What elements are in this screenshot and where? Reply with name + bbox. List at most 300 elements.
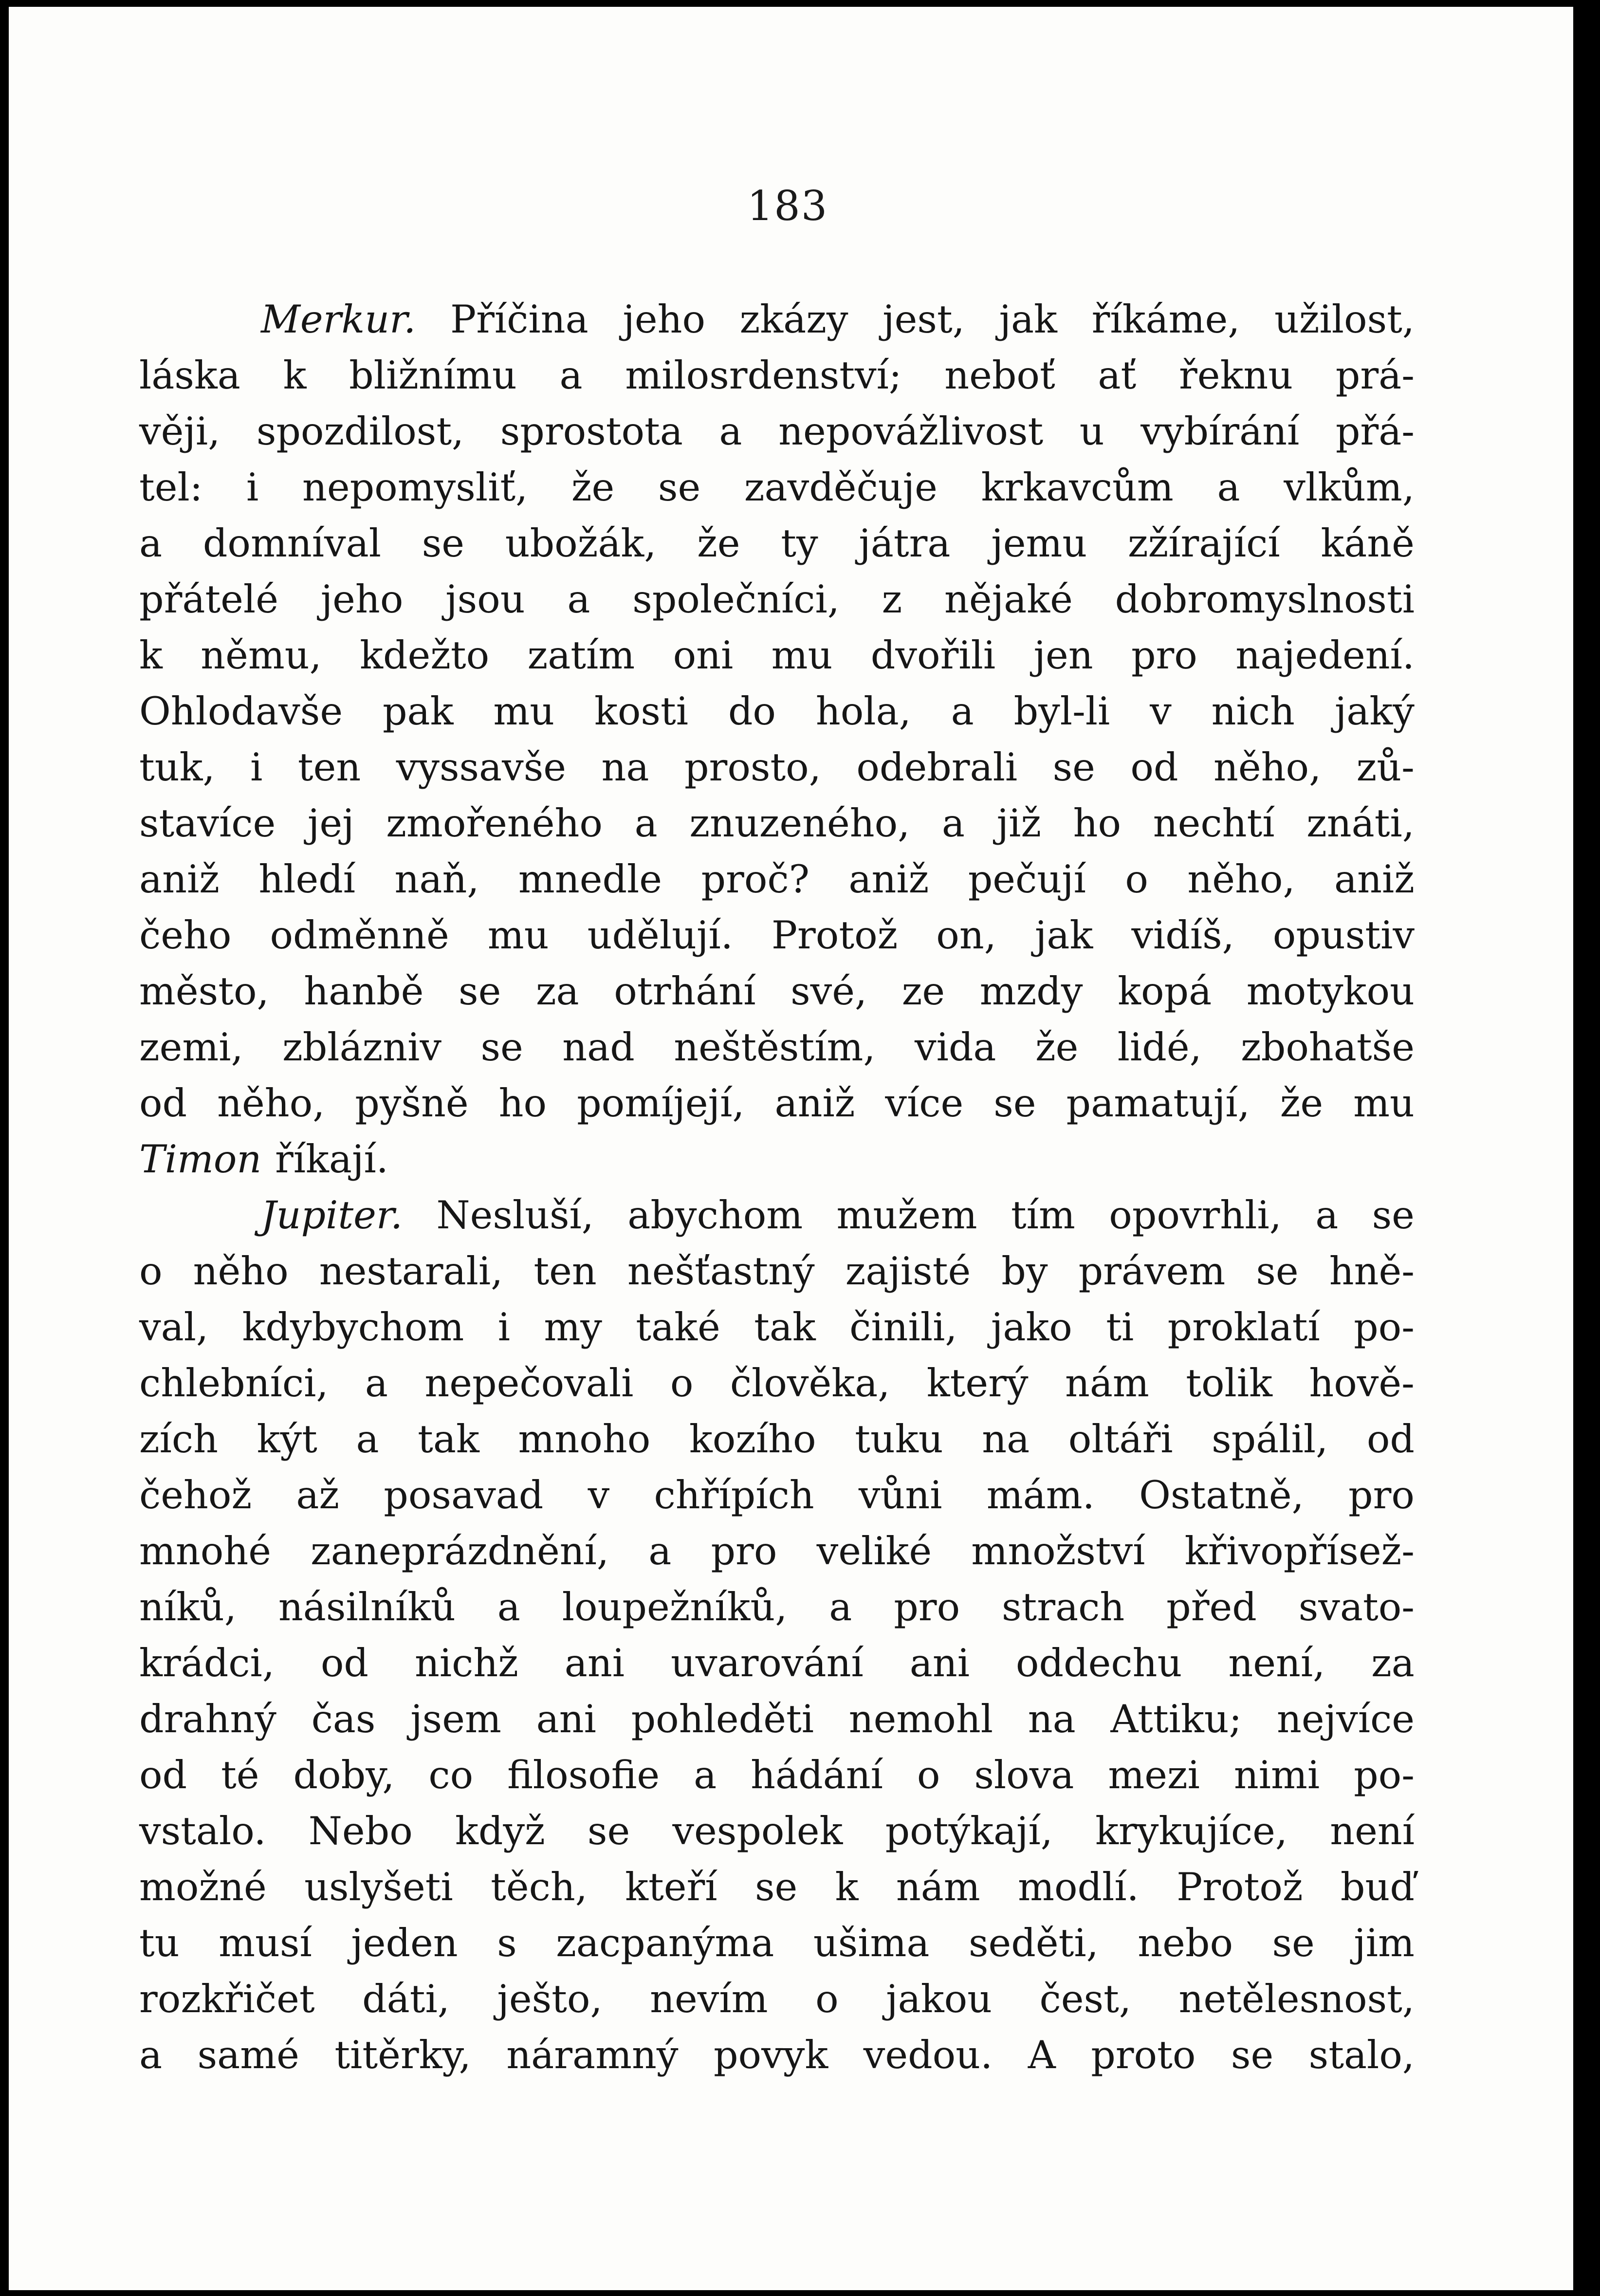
word: k bbox=[283, 353, 307, 398]
word: ten bbox=[533, 1249, 597, 1294]
word: po- bbox=[1354, 1753, 1415, 1797]
word: ušima bbox=[813, 1921, 930, 1965]
word: nebo bbox=[1138, 1921, 1233, 1965]
word: tolik bbox=[1186, 1361, 1272, 1406]
word: ať bbox=[1098, 353, 1137, 398]
word: uvarování bbox=[670, 1641, 864, 1685]
word: čest, bbox=[1039, 1977, 1131, 2021]
word: Nesluší, bbox=[436, 1193, 594, 1238]
word: od bbox=[139, 1753, 187, 1797]
text-line bbox=[139, 1859, 1415, 1915]
word: nějaké bbox=[944, 577, 1073, 622]
word: znuzeného, bbox=[689, 801, 910, 846]
word: doby, bbox=[293, 1753, 395, 1797]
word: kozího bbox=[689, 1417, 816, 1462]
word: pro bbox=[1348, 1473, 1415, 1518]
word: Ohlodavše bbox=[139, 689, 343, 734]
word: zmořeného bbox=[386, 801, 603, 846]
word: nich bbox=[1211, 689, 1295, 734]
word: nepovážlivost bbox=[778, 409, 1044, 454]
word: ho bbox=[1073, 801, 1122, 846]
word: o bbox=[670, 1361, 694, 1406]
word: pečují bbox=[968, 857, 1086, 902]
word: odebrali bbox=[856, 745, 1018, 790]
word: v bbox=[588, 1473, 610, 1518]
text-line bbox=[139, 572, 1415, 628]
word: u bbox=[1079, 409, 1104, 454]
word: se bbox=[1052, 745, 1095, 790]
word: jen bbox=[1033, 633, 1093, 678]
word: nichž bbox=[414, 1641, 518, 1685]
word: nám bbox=[1065, 1361, 1149, 1406]
word: proklatí bbox=[1167, 1305, 1320, 1350]
word: veliké bbox=[816, 1529, 932, 1574]
word: mezi bbox=[1108, 1753, 1200, 1797]
word: hledí bbox=[258, 857, 356, 902]
word: potýkají, bbox=[885, 1809, 1053, 1853]
body-text bbox=[139, 292, 1415, 2083]
word: vyssavše bbox=[396, 745, 567, 790]
word: jakou bbox=[886, 1977, 993, 2021]
word: že bbox=[571, 465, 615, 510]
word: kopá bbox=[1118, 969, 1212, 1014]
word: té bbox=[221, 1753, 259, 1797]
word: mu bbox=[487, 913, 549, 958]
word: mám. bbox=[986, 1473, 1095, 1518]
word: nejvíce bbox=[1276, 1697, 1415, 1741]
word: více bbox=[885, 1081, 964, 1126]
word: násilníků bbox=[278, 1585, 456, 1629]
word: za bbox=[1371, 1641, 1415, 1685]
word: ještо, bbox=[497, 1977, 603, 2021]
word: neboť bbox=[944, 353, 1055, 398]
text-line bbox=[139, 2027, 1415, 2083]
word: o bbox=[139, 1249, 163, 1294]
word: musí bbox=[219, 1921, 312, 1965]
word: dobromyslnosti bbox=[1115, 577, 1415, 622]
word: od bbox=[1130, 745, 1178, 790]
text-line bbox=[139, 1915, 1415, 1971]
word: dáti, bbox=[362, 1977, 450, 2021]
word: lidé, bbox=[1117, 1025, 1202, 1070]
word: val, bbox=[139, 1305, 209, 1350]
word: až bbox=[296, 1473, 340, 1518]
word: krkavcům bbox=[981, 465, 1174, 510]
speaker-name: Jupiter. bbox=[261, 1193, 403, 1238]
word: nemohl bbox=[848, 1697, 993, 1741]
word: také bbox=[636, 1305, 720, 1350]
word: se bbox=[1372, 1193, 1415, 1238]
word: znáti, bbox=[1306, 801, 1415, 846]
word: nepomysliť, bbox=[302, 465, 528, 510]
word: náramný bbox=[506, 2033, 679, 2077]
word: i bbox=[497, 1305, 510, 1350]
word: po- bbox=[1354, 1305, 1415, 1350]
word: od bbox=[1366, 1417, 1415, 1462]
word: a bbox=[139, 521, 163, 566]
text-line bbox=[139, 516, 1415, 572]
word: proč? bbox=[701, 857, 809, 902]
word: hně- bbox=[1329, 1249, 1415, 1294]
word: mu bbox=[771, 633, 833, 678]
word: tu bbox=[139, 1921, 180, 1965]
word: posavad bbox=[384, 1473, 544, 1518]
word: on, bbox=[936, 913, 996, 958]
text-line bbox=[139, 963, 1415, 1019]
text-line bbox=[139, 292, 1415, 348]
word: není, bbox=[1228, 1641, 1325, 1685]
word: drahný bbox=[139, 1697, 276, 1741]
word: proto bbox=[1091, 2033, 1196, 2077]
word: Nebo bbox=[308, 1809, 413, 1853]
word: abychom bbox=[627, 1193, 803, 1238]
word: stalo, bbox=[1308, 2033, 1415, 2077]
word: a bbox=[365, 1361, 388, 1406]
word: opovrhli, bbox=[1109, 1193, 1282, 1238]
word: a bbox=[829, 1585, 852, 1629]
word: oddechu bbox=[1015, 1641, 1182, 1685]
text-line bbox=[139, 1579, 1415, 1635]
word: s bbox=[497, 1921, 517, 1965]
word: nestarali, bbox=[319, 1249, 503, 1294]
word: odměnně bbox=[270, 913, 449, 958]
word: krádci, bbox=[139, 1641, 275, 1685]
word: nimi bbox=[1233, 1753, 1320, 1797]
word: jemu bbox=[991, 521, 1087, 566]
text-line bbox=[139, 404, 1415, 460]
text-line bbox=[139, 740, 1415, 796]
word: k bbox=[139, 633, 163, 678]
word: naň, bbox=[394, 857, 479, 902]
word: se bbox=[587, 1809, 630, 1853]
word: prosto, bbox=[684, 745, 821, 790]
word: se bbox=[754, 1865, 798, 1909]
word: otrhání bbox=[614, 969, 756, 1014]
word: níků, bbox=[139, 1585, 237, 1629]
word: hanbě bbox=[304, 969, 424, 1014]
word: Protož bbox=[1177, 1865, 1303, 1909]
word: titěrky, bbox=[334, 2033, 471, 2077]
word: jeden bbox=[351, 1921, 458, 1965]
word: chřípích bbox=[654, 1473, 814, 1518]
word: není bbox=[1330, 1809, 1415, 1853]
word: a bbox=[356, 1417, 379, 1462]
word: jak bbox=[1034, 913, 1093, 958]
word: jim bbox=[1354, 1921, 1415, 1965]
word: mu bbox=[493, 689, 555, 734]
word: v bbox=[1150, 689, 1172, 734]
word: modlí. bbox=[1018, 1865, 1139, 1909]
word: mnohé bbox=[139, 1529, 271, 1574]
word: zů- bbox=[1356, 745, 1415, 790]
word: a bbox=[497, 1585, 520, 1629]
word: pak bbox=[382, 689, 454, 734]
word: čeho bbox=[139, 913, 232, 958]
word: a bbox=[951, 689, 974, 734]
word: Příčina bbox=[450, 297, 589, 342]
word: motykou bbox=[1246, 969, 1415, 1014]
word: kosti bbox=[594, 689, 688, 734]
word: zavděčuje bbox=[744, 465, 938, 510]
word: oni bbox=[673, 633, 734, 678]
word: hádání bbox=[751, 1753, 883, 1797]
word: prá- bbox=[1335, 353, 1415, 398]
speaker-name: Merkur. bbox=[261, 297, 416, 342]
word: mnoho bbox=[518, 1417, 651, 1462]
word: něho, bbox=[217, 1081, 325, 1126]
book-page bbox=[9, 7, 1573, 2290]
word: a bbox=[648, 1529, 672, 1574]
word: ani bbox=[564, 1641, 625, 1685]
word: aniž bbox=[1334, 857, 1415, 902]
text-line bbox=[139, 1411, 1415, 1467]
text-line bbox=[139, 907, 1415, 963]
word: od bbox=[139, 1081, 187, 1126]
word: milosrdenství; bbox=[625, 353, 902, 398]
word: možné bbox=[139, 1865, 267, 1909]
word: udělují. bbox=[587, 913, 733, 958]
text-line bbox=[139, 1131, 1415, 1187]
text-line bbox=[139, 1355, 1415, 1411]
word: Attiku; bbox=[1110, 1697, 1242, 1741]
word: nešťastný bbox=[627, 1249, 815, 1294]
word: tím bbox=[1011, 1193, 1075, 1238]
word: zaneprázdnění, bbox=[311, 1529, 609, 1574]
word: tuku bbox=[855, 1417, 943, 1462]
word: A bbox=[1028, 2033, 1056, 2077]
word: kteří bbox=[625, 1865, 717, 1909]
word: a bbox=[567, 577, 590, 622]
word: co bbox=[428, 1753, 474, 1797]
word: pyšně bbox=[355, 1081, 469, 1126]
word: a bbox=[694, 1753, 717, 1797]
word: samé bbox=[197, 2033, 299, 2077]
text-line bbox=[139, 1635, 1415, 1691]
scan-border bbox=[1573, 0, 1600, 2296]
text-line bbox=[139, 1971, 1415, 2027]
word: společníci, bbox=[632, 577, 840, 622]
word: své, bbox=[791, 969, 867, 1014]
word: člověka, bbox=[730, 1361, 890, 1406]
text-line bbox=[139, 1299, 1415, 1355]
word: vlkům, bbox=[1284, 465, 1415, 510]
word: jaký bbox=[1334, 689, 1415, 734]
word: hola, bbox=[815, 689, 911, 734]
word: by bbox=[1001, 1249, 1048, 1294]
word: že bbox=[697, 521, 740, 566]
word: se bbox=[1272, 1921, 1315, 1965]
word: tak bbox=[418, 1417, 479, 1462]
word: krykujíce, bbox=[1095, 1809, 1288, 1853]
word: zemi, bbox=[139, 1025, 243, 1070]
text-line bbox=[139, 1691, 1415, 1747]
word: aniž bbox=[848, 857, 929, 902]
word: ani bbox=[909, 1641, 970, 1685]
word: zatím bbox=[527, 633, 635, 678]
word: přátelé bbox=[139, 577, 278, 622]
word: a bbox=[719, 409, 742, 454]
word: vybírání bbox=[1140, 409, 1300, 454]
word: netělesnost, bbox=[1178, 1977, 1415, 2021]
word: přá- bbox=[1335, 409, 1415, 454]
word: Protož bbox=[771, 913, 898, 958]
text-line bbox=[139, 1243, 1415, 1299]
word: říkají. bbox=[275, 1137, 388, 1182]
word: již bbox=[996, 801, 1042, 846]
word: vidíš, bbox=[1131, 913, 1234, 958]
text-line bbox=[139, 796, 1415, 852]
word: něho bbox=[193, 1249, 289, 1294]
word: na bbox=[601, 745, 649, 790]
word: mu bbox=[1353, 1081, 1415, 1126]
text-line bbox=[139, 1075, 1415, 1131]
word: čehož bbox=[139, 1473, 252, 1518]
word: Ostatně, bbox=[1139, 1473, 1304, 1518]
word: my bbox=[544, 1305, 602, 1350]
text-line bbox=[139, 1803, 1415, 1859]
word: jeho bbox=[320, 577, 404, 622]
word: ani bbox=[536, 1697, 596, 1741]
word: nepečovali bbox=[424, 1361, 634, 1406]
word: pro bbox=[711, 1529, 777, 1574]
word: loupežníků, bbox=[562, 1585, 788, 1629]
word: sprostota bbox=[500, 409, 683, 454]
word: se bbox=[1231, 2033, 1274, 2077]
word: vůni bbox=[858, 1473, 942, 1518]
word: vstalo. bbox=[139, 1809, 266, 1853]
word: a bbox=[1217, 465, 1240, 510]
word: zkázy bbox=[739, 297, 848, 342]
word: těch, bbox=[491, 1865, 588, 1909]
word: něho, bbox=[1187, 857, 1295, 902]
word: mužem bbox=[836, 1193, 977, 1238]
word: o bbox=[815, 1977, 839, 2021]
word: z bbox=[882, 577, 902, 622]
word: jeho bbox=[623, 297, 706, 342]
word: tak bbox=[754, 1305, 816, 1350]
word: i bbox=[246, 465, 259, 510]
word: kdybychom bbox=[242, 1305, 464, 1350]
word: za bbox=[535, 969, 579, 1014]
text-line bbox=[139, 1187, 1415, 1243]
word: ubožák, bbox=[505, 521, 657, 566]
word: křivopřísež- bbox=[1184, 1529, 1415, 1574]
word: se bbox=[1256, 1249, 1299, 1294]
word: i bbox=[250, 745, 263, 790]
word: ti bbox=[1106, 1305, 1134, 1350]
word: od bbox=[320, 1641, 369, 1685]
word: uslyšeti bbox=[304, 1865, 453, 1909]
word: a bbox=[634, 801, 658, 846]
word: domníval bbox=[202, 521, 381, 566]
word: a bbox=[559, 353, 583, 398]
word: nám bbox=[896, 1865, 980, 1909]
word: seděti, bbox=[969, 1921, 1099, 1965]
word: spozdilost, bbox=[256, 409, 464, 454]
word: jej bbox=[307, 801, 354, 846]
word: pro bbox=[1131, 633, 1197, 678]
word: stavíce bbox=[139, 801, 276, 846]
text-line bbox=[139, 1747, 1415, 1803]
word: se bbox=[422, 521, 464, 566]
word: věji, bbox=[139, 409, 221, 454]
word: byl-li bbox=[1013, 689, 1110, 734]
word: když bbox=[455, 1809, 545, 1853]
word: a bbox=[1315, 1193, 1339, 1238]
word: vida bbox=[914, 1025, 996, 1070]
word: zbohatše bbox=[1241, 1025, 1415, 1070]
word: čas bbox=[311, 1697, 376, 1741]
word: k bbox=[835, 1865, 859, 1909]
word: slova bbox=[974, 1753, 1074, 1797]
text-line bbox=[139, 628, 1415, 684]
word: vespolek bbox=[672, 1809, 843, 1853]
word: hově- bbox=[1309, 1361, 1415, 1406]
word: pamatují, bbox=[1066, 1081, 1250, 1126]
word: o bbox=[1125, 857, 1148, 902]
word: aniž bbox=[139, 857, 220, 902]
word: najedení. bbox=[1235, 633, 1415, 678]
word: nad bbox=[562, 1025, 635, 1070]
word: svato- bbox=[1298, 1585, 1415, 1629]
word: pomíjejí, bbox=[577, 1081, 745, 1126]
word: se bbox=[459, 969, 501, 1014]
word: opustiv bbox=[1272, 913, 1415, 958]
text-line bbox=[139, 460, 1415, 516]
word: nevím bbox=[650, 1977, 768, 2021]
word: se bbox=[480, 1025, 523, 1070]
word: na bbox=[982, 1417, 1030, 1462]
word: jako bbox=[991, 1305, 1072, 1350]
text-line bbox=[139, 1019, 1415, 1075]
word: že bbox=[1035, 1025, 1079, 1070]
word: že bbox=[1280, 1081, 1324, 1126]
word: právem bbox=[1078, 1249, 1226, 1294]
page-number: 183 bbox=[747, 182, 828, 230]
word: o bbox=[917, 1753, 940, 1797]
word: povyk bbox=[713, 2033, 828, 2077]
speaker-name: Timon bbox=[139, 1137, 262, 1182]
word: do bbox=[728, 689, 776, 734]
word: nechtí bbox=[1153, 801, 1275, 846]
word: láska bbox=[139, 353, 240, 398]
text-line bbox=[139, 348, 1415, 404]
word: činili, bbox=[849, 1305, 957, 1350]
word: říkáme, bbox=[1091, 297, 1240, 342]
word: filosofie bbox=[507, 1753, 660, 1797]
word: káně bbox=[1321, 521, 1415, 566]
word: město, bbox=[139, 969, 269, 1014]
word: který bbox=[926, 1361, 1029, 1406]
word: zblázniv bbox=[282, 1025, 442, 1070]
word: buď bbox=[1340, 1865, 1415, 1909]
word: a bbox=[941, 801, 965, 846]
word: zacpanýma bbox=[556, 1921, 774, 1965]
word: ty bbox=[781, 521, 818, 566]
word: množství bbox=[971, 1529, 1145, 1574]
word: před bbox=[1166, 1585, 1257, 1629]
word: mzdy bbox=[979, 969, 1083, 1014]
word: ho bbox=[498, 1081, 547, 1126]
word: dvořili bbox=[870, 633, 996, 678]
word: ze bbox=[901, 969, 945, 1014]
word: mnedle bbox=[518, 857, 662, 902]
text-line bbox=[139, 1467, 1415, 1523]
word: bližnímu bbox=[349, 353, 517, 398]
word: na bbox=[1028, 1697, 1076, 1741]
word: zajisté bbox=[845, 1249, 971, 1294]
word: němu, bbox=[201, 633, 322, 678]
